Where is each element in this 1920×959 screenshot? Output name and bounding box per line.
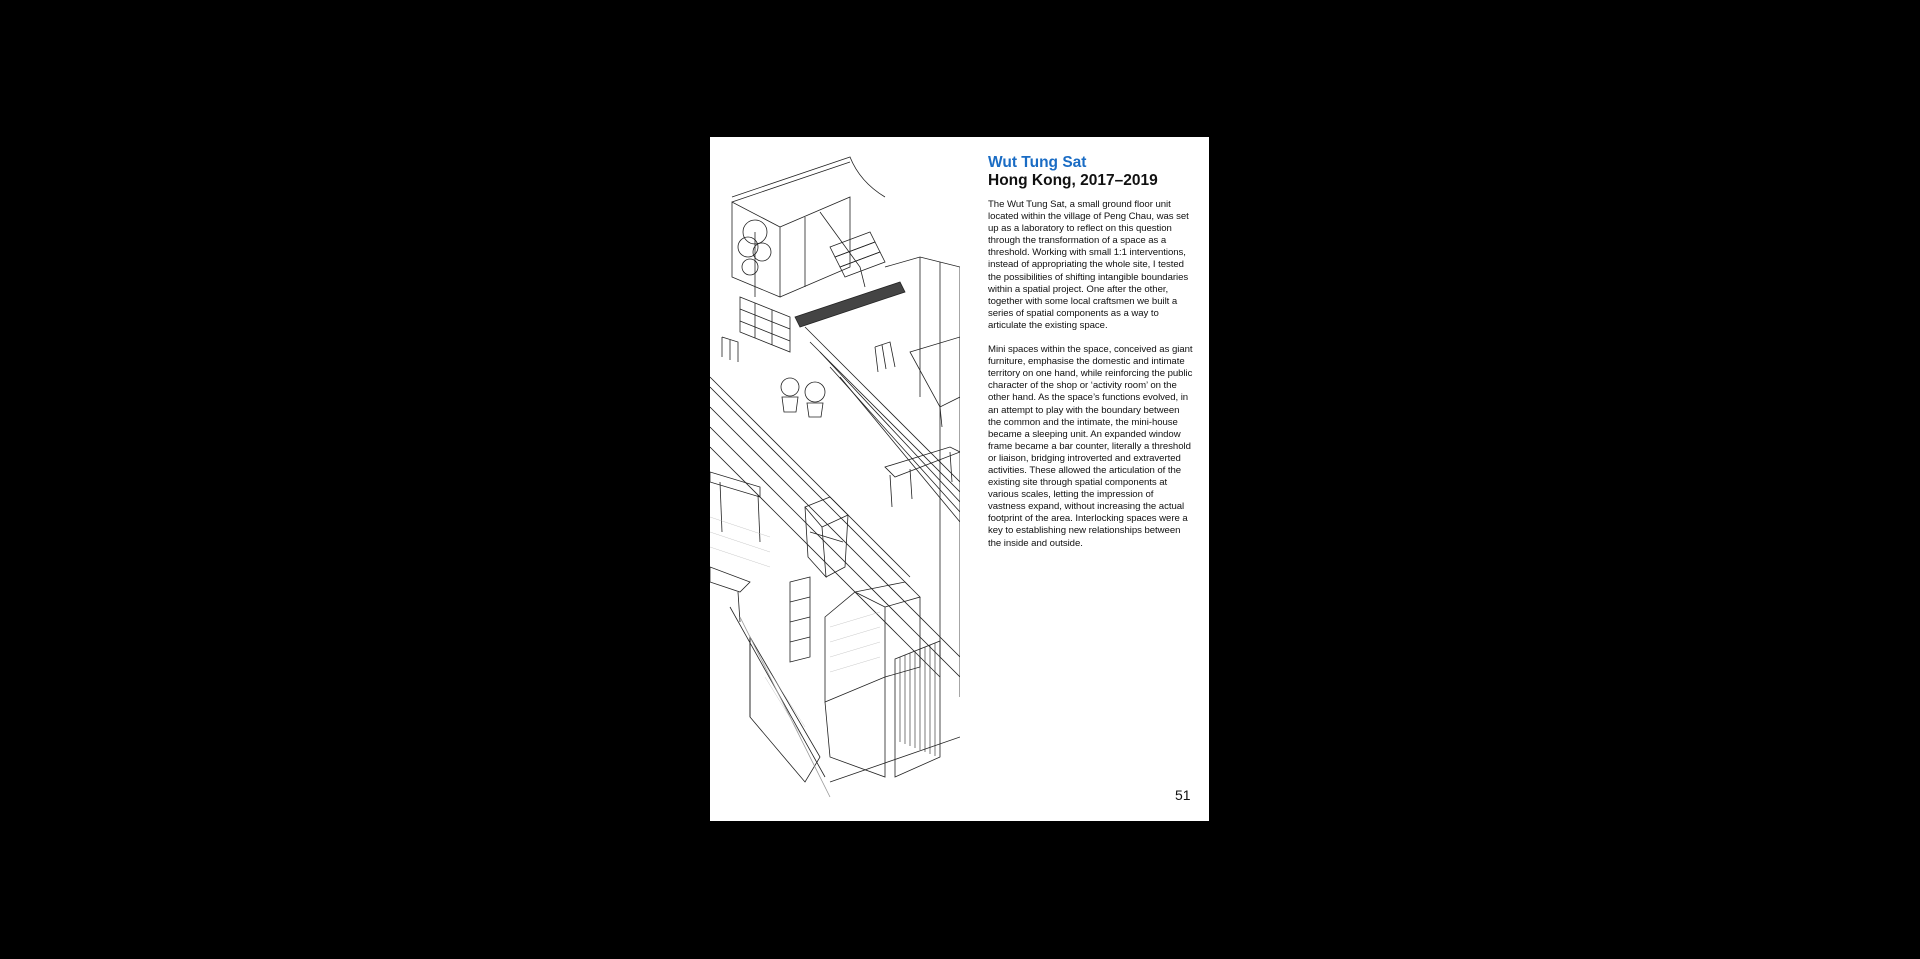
book-page: [710, 137, 1209, 821]
body-paragraph-1: The Wut Tung Sat, a small ground floor unit located within the village of Peng Chau, was set up as a laboratory to reflect on this question through the transformation of a space as a threshold. Working with small 1:1 interventions, instead of appropriating the whole site, I tested the possibilities of shifting intangible boundaries within a spatial project. One after the other, together with some local craftsmen we built a series of spatial components as a way to articulate the existing space.: [988, 199, 1189, 331]
project-title: Wut Tung Sat: [988, 154, 1087, 171]
body-paragraph-2: Mini spaces within the space, conceived as giant furniture, emphasise the domestic and intimate territory on one hand, while reinforcing the public character of the shop or ‘activity room’ on the other hand. As the space’s functions evolved, in an attempt to play with the boundary between the common and the intimate, the mini-house became a sleeping unit. An expanded window frame became a bar counter, literally a threshold or liaison, bridging introverted and extraverted activities. These allowed the articulation of the existing site through spatial components at various scales, letting the impression of vastness expand, without increasing the actual footprint of the area. Interlocking spaces were a key to establishing new relationships between the inside and outside.: [988, 344, 1193, 549]
text-column: [988, 154, 1193, 562]
project-location-years: Hong Kong, 2017–2019: [988, 172, 1158, 189]
page-number: 51: [1175, 787, 1191, 803]
axonometric-drawing: [710, 137, 960, 821]
